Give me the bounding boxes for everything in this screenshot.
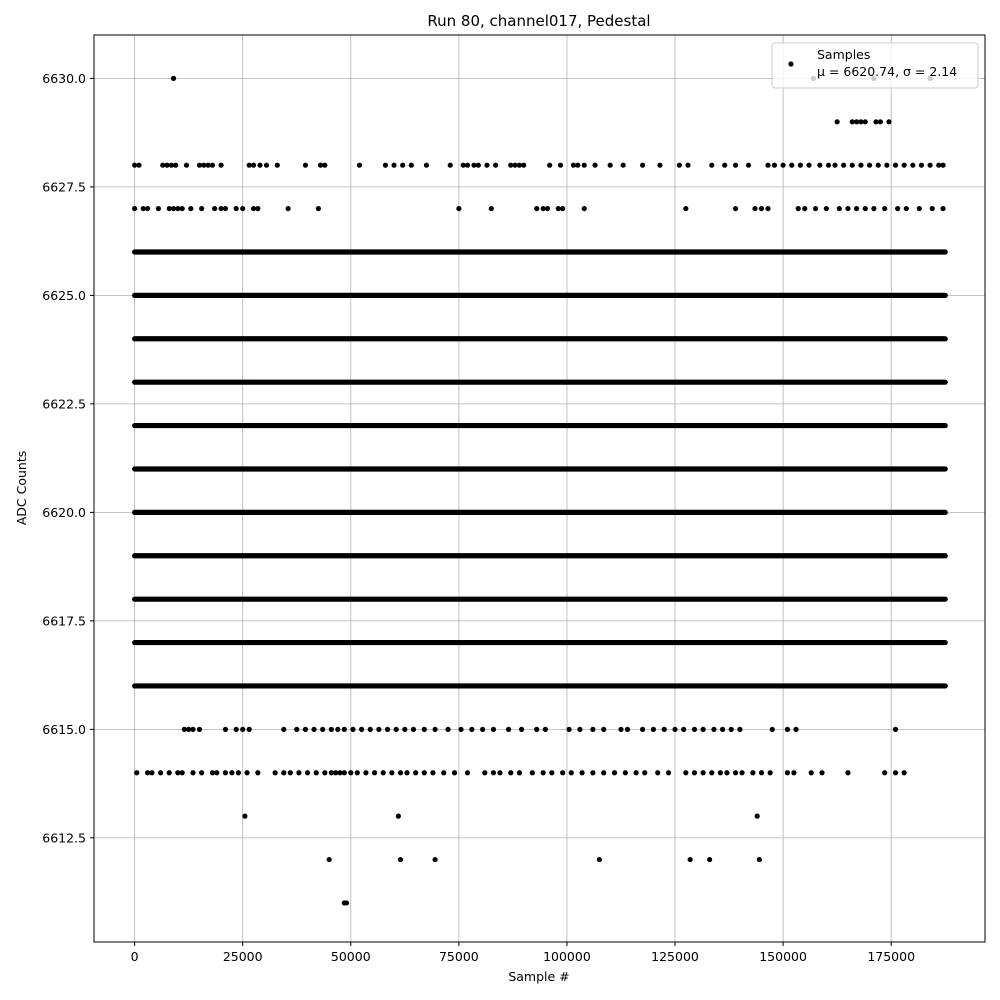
data-point: [383, 163, 388, 168]
data-point: [575, 163, 580, 168]
data-point: [642, 770, 647, 775]
data-point: [491, 770, 496, 775]
data-point: [681, 727, 686, 732]
legend-stats-label: μ = 6620.74, σ = 2.14: [817, 64, 958, 79]
data-point: [398, 857, 403, 862]
data-point: [850, 163, 855, 168]
data-point: [863, 119, 868, 124]
data-point: [521, 163, 526, 168]
data-point: [210, 163, 215, 168]
data-point: [720, 727, 725, 732]
y-axis-title: ADC Counts: [14, 450, 29, 526]
data-point: [567, 727, 572, 732]
y-tick-label: 6612.5: [42, 830, 86, 846]
data-point: [685, 163, 690, 168]
data-point: [484, 163, 489, 168]
data-point: [882, 770, 887, 775]
data-point: [236, 770, 241, 775]
data-point: [789, 163, 794, 168]
x-tick-label: 25000: [222, 949, 263, 964]
data-point: [733, 770, 738, 775]
x-tick-label: 50000: [330, 949, 371, 964]
data-point: [322, 163, 327, 168]
data-point: [640, 727, 645, 732]
data-point: [688, 857, 693, 862]
data-point: [506, 727, 511, 732]
data-point: [765, 163, 770, 168]
data-point: [430, 770, 435, 775]
data-point: [739, 770, 744, 775]
data-point: [342, 727, 347, 732]
data-point: [199, 770, 204, 775]
data-point: [134, 770, 139, 775]
data-point: [845, 770, 850, 775]
data-point: [759, 770, 764, 775]
data-point: [234, 206, 239, 211]
data-point: [255, 206, 260, 211]
data-point: [765, 206, 770, 211]
data-point: [288, 770, 293, 775]
data-point: [234, 727, 239, 732]
data-point: [188, 206, 193, 211]
data-point: [634, 770, 639, 775]
data-point: [791, 770, 796, 775]
data-point: [391, 163, 396, 168]
data-point: [491, 727, 496, 732]
data-point: [612, 770, 617, 775]
data-point: [240, 727, 245, 732]
data-point: [173, 163, 178, 168]
data-point: [322, 770, 327, 775]
data-point: [432, 857, 437, 862]
data-point: [886, 119, 891, 124]
data-point: [845, 206, 850, 211]
data-point: [402, 727, 407, 732]
data-point: [314, 770, 319, 775]
data-point: [781, 163, 786, 168]
data-point: [824, 206, 829, 211]
data-point: [711, 727, 716, 732]
data-point: [904, 206, 909, 211]
x-tick-label: 150000: [759, 949, 807, 964]
data-point: [651, 727, 656, 732]
data-point: [244, 770, 249, 775]
data-point: [398, 770, 403, 775]
data-point: [327, 857, 332, 862]
y-tick-label: 6615.0: [42, 721, 86, 737]
data-point: [785, 770, 790, 775]
x-tick-label: 0: [130, 949, 139, 964]
data-point: [893, 770, 898, 775]
data-point: [902, 770, 907, 775]
data-point: [837, 206, 842, 211]
data-point: [841, 163, 846, 168]
data-point: [145, 206, 150, 211]
data-point: [132, 206, 137, 211]
data-point: [608, 163, 613, 168]
data-point: [677, 163, 682, 168]
data-point: [223, 727, 228, 732]
y-tick-label: 6622.5: [42, 396, 86, 412]
data-point: [508, 770, 513, 775]
data-point: [597, 857, 602, 862]
data-point: [316, 206, 321, 211]
data-point: [692, 727, 697, 732]
data-point: [876, 163, 881, 168]
data-point: [683, 206, 688, 211]
data-point: [793, 727, 798, 732]
data-point: [534, 727, 539, 732]
data-point: [223, 770, 228, 775]
data-point: [136, 163, 141, 168]
data-point: [534, 206, 539, 211]
data-point: [707, 857, 712, 862]
data-point: [184, 163, 189, 168]
y-tick-label: 6630.0: [42, 70, 86, 86]
data-point: [692, 770, 697, 775]
data-point: [601, 727, 606, 732]
data-point: [867, 163, 872, 168]
data-point: [858, 163, 863, 168]
y-tick-label: 6627.5: [42, 179, 86, 195]
data-point: [214, 770, 219, 775]
data-point: [590, 770, 595, 775]
data-point: [441, 770, 446, 775]
data-point: [796, 206, 801, 211]
data-point: [303, 727, 308, 732]
data-point: [413, 770, 418, 775]
data-point: [893, 163, 898, 168]
data-point: [878, 119, 883, 124]
data-point: [798, 163, 803, 168]
data-point: [344, 900, 349, 905]
data-point: [826, 163, 831, 168]
data-point: [541, 770, 546, 775]
data-point: [910, 163, 915, 168]
data-point: [854, 206, 859, 211]
data-point: [657, 163, 662, 168]
data-point: [940, 163, 945, 168]
data-point: [709, 163, 714, 168]
data-point: [618, 727, 623, 732]
data-point: [171, 76, 176, 81]
data-point: [372, 770, 377, 775]
data-point: [219, 163, 224, 168]
data-point: [329, 727, 334, 732]
x-tick-label: 125000: [651, 949, 699, 964]
data-point: [902, 163, 907, 168]
data-point: [212, 206, 217, 211]
data-point: [871, 206, 876, 211]
data-point: [549, 770, 554, 775]
data-point: [469, 727, 474, 732]
data-point: [342, 770, 347, 775]
data-point: [709, 770, 714, 775]
data-point: [404, 770, 409, 775]
data-point: [381, 770, 386, 775]
data-point: [400, 163, 405, 168]
data-point: [722, 163, 727, 168]
data-point: [592, 163, 597, 168]
data-point: [809, 770, 814, 775]
data-point: [303, 163, 308, 168]
data-point: [724, 770, 729, 775]
y-tick-label: 6620.0: [42, 504, 86, 520]
legend: [772, 43, 978, 88]
data-point: [672, 727, 677, 732]
data-point: [296, 770, 301, 775]
data-point: [746, 163, 751, 168]
data-point: [729, 727, 734, 732]
data-point: [350, 727, 355, 732]
data-point: [251, 163, 256, 168]
data-point: [582, 163, 587, 168]
data-point: [422, 727, 427, 732]
data-point: [737, 727, 742, 732]
data-point: [759, 206, 764, 211]
data-point: [718, 770, 723, 775]
data-point: [489, 206, 494, 211]
data-point: [275, 163, 280, 168]
data-point: [448, 163, 453, 168]
data-point: [311, 727, 316, 732]
data-point: [625, 727, 630, 732]
legend-marker: [788, 61, 793, 66]
data-point: [640, 163, 645, 168]
y-tick-label: 6617.5: [42, 613, 86, 629]
data-point: [832, 163, 837, 168]
data-point: [180, 206, 185, 211]
data-point: [255, 770, 260, 775]
data-point: [893, 727, 898, 732]
y-tick-label: 6625.0: [42, 287, 86, 303]
data-point: [655, 770, 660, 775]
data-point: [493, 163, 498, 168]
data-point: [733, 206, 738, 211]
data-point: [363, 770, 368, 775]
data-point: [772, 163, 777, 168]
data-point: [577, 727, 582, 732]
data-point: [895, 206, 900, 211]
data-point: [560, 206, 565, 211]
data-point: [190, 770, 195, 775]
data-point: [424, 163, 429, 168]
data-point: [813, 206, 818, 211]
data-point: [199, 206, 204, 211]
data-point: [167, 770, 172, 775]
data-point: [569, 770, 574, 775]
data-point: [817, 163, 822, 168]
data-point: [180, 770, 185, 775]
data-point: [785, 727, 790, 732]
data-point: [547, 163, 552, 168]
chart-title: Run 80, channel017, Pedestal: [427, 12, 651, 30]
data-point: [863, 206, 868, 211]
data-point: [927, 163, 932, 168]
data-point: [752, 206, 757, 211]
data-point: [701, 727, 706, 732]
data-point: [582, 206, 587, 211]
data-point: [701, 770, 706, 775]
data-point: [545, 206, 550, 211]
data-point: [476, 163, 481, 168]
data-point: [590, 727, 595, 732]
data-point: [683, 770, 688, 775]
data-point: [621, 163, 626, 168]
data-point: [335, 727, 340, 732]
data-point: [432, 727, 437, 732]
data-point: [768, 770, 773, 775]
data-point: [376, 727, 381, 732]
data-point: [409, 163, 414, 168]
data-point: [480, 727, 485, 732]
data-point: [156, 206, 161, 211]
data-point: [445, 727, 450, 732]
data-point: [802, 206, 807, 211]
data-point: [242, 814, 247, 819]
data-point: [733, 163, 738, 168]
data-point: [273, 770, 278, 775]
data-point: [543, 727, 548, 732]
data-point: [229, 770, 234, 775]
data-point: [197, 727, 202, 732]
data-point: [623, 770, 628, 775]
x-tick-label: 175000: [867, 949, 916, 964]
data-point: [835, 119, 840, 124]
data-point: [396, 814, 401, 819]
data-point: [385, 727, 390, 732]
data-point: [247, 727, 252, 732]
data-point: [917, 206, 922, 211]
data-point: [482, 770, 487, 775]
data-point: [806, 163, 811, 168]
data-point: [579, 770, 584, 775]
data-point: [223, 206, 228, 211]
data-point: [281, 727, 286, 732]
data-point: [558, 163, 563, 168]
data-point: [519, 727, 524, 732]
data-point: [286, 206, 291, 211]
data-point: [355, 770, 360, 775]
data-point: [770, 727, 775, 732]
data-point: [757, 857, 762, 862]
data-point: [930, 206, 935, 211]
data-point: [819, 770, 824, 775]
data-point: [884, 163, 889, 168]
x-tick-label: 75000: [438, 949, 479, 964]
data-point: [264, 163, 269, 168]
data-point: [755, 814, 760, 819]
data-point: [305, 770, 310, 775]
data-point: [240, 206, 245, 211]
data-point: [465, 163, 470, 168]
data-point: [281, 770, 286, 775]
data-point: [601, 770, 606, 775]
data-point: [452, 770, 457, 775]
x-tick-label: 100000: [543, 949, 591, 964]
data-point: [662, 727, 667, 732]
x-axis-title: Sample #: [508, 969, 570, 984]
data-point: [530, 770, 535, 775]
data-point: [357, 163, 362, 168]
data-point: [411, 727, 416, 732]
data-point: [560, 770, 565, 775]
data-point: [882, 206, 887, 211]
data-point: [394, 727, 399, 732]
legend-series-label: Samples: [817, 47, 871, 62]
data-point: [320, 727, 325, 732]
data-point: [666, 770, 671, 775]
data-point: [348, 770, 353, 775]
data-point: [294, 727, 299, 732]
data-point: [149, 770, 154, 775]
data-point: [517, 770, 522, 775]
data-point: [257, 163, 262, 168]
data-point: [190, 727, 195, 732]
data-point: [422, 770, 427, 775]
data-point: [389, 770, 394, 775]
data-point: [919, 163, 924, 168]
data-point: [458, 727, 463, 732]
data-point: [368, 727, 373, 732]
data-point: [940, 206, 945, 211]
data-point: [497, 770, 502, 775]
data-point: [158, 770, 163, 775]
data-point: [456, 206, 461, 211]
data-point: [465, 770, 470, 775]
data-point: [750, 770, 755, 775]
data-point: [359, 727, 364, 732]
